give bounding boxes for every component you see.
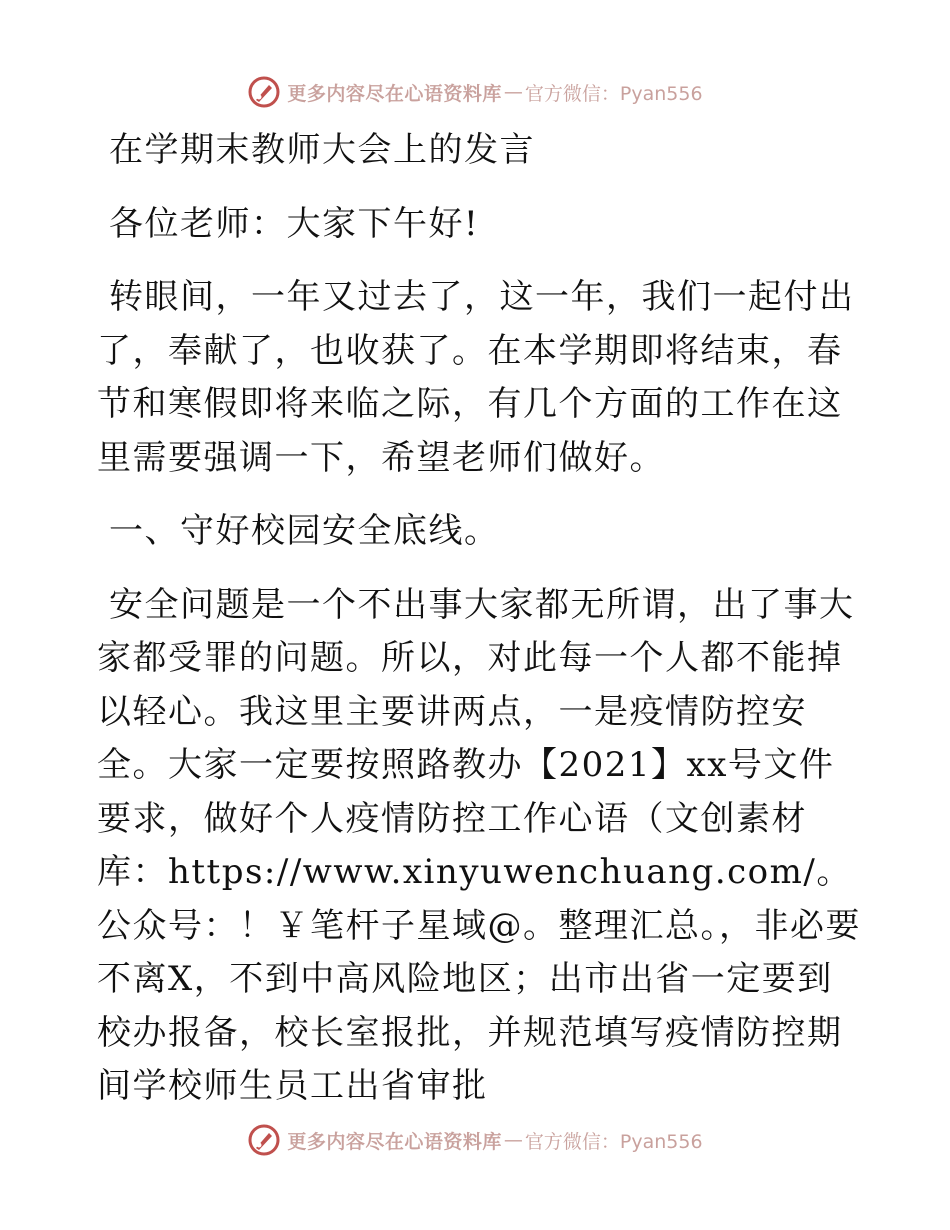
document-title: 在学期末教师大会上的发言: [109, 130, 535, 170]
watermark-separator: —: [503, 1129, 523, 1151]
document-body: [97, 124, 867, 1114]
watermark-header: [0, 70, 950, 114]
watermark-wechat: 官方微信：Pyan556: [524, 1130, 703, 1153]
watermark-separator: —: [503, 81, 523, 103]
watermark-text: 更多内容尽在心语资料库: [287, 82, 502, 105]
watermark-wechat: 官方微信：Pyan556: [524, 82, 703, 105]
paragraph-2: 安全问题是一个不出事大家都无所谓，出了事大家都受罪的问题。所以，对此每一个人都不能掉以轻心。我这里主要讲两点，一是疫情防控安全。大家一定要按照路教办【2021】xx号文件要求，做好个人疫情防控工作心语（文创素材库：https://www.xinyuwenchuang.com/。公众号：！￥笔杆子星域@。整理汇总。，非必要不离X，不到中高风险地区；出市出省一定要到校办报备，校长室报批，并规范填写疫情防控期间学校师生员工出省审批: [97, 584, 861, 1106]
section-heading-1: 一、守好校园安全底线。: [109, 511, 500, 551]
greeting: 各位老师：大家下午好!: [109, 203, 480, 244]
quill-logo-icon: [247, 1123, 281, 1157]
paragraph-1: 转眼间，一年又过去了，这一年，我们一起付出了，奉献了，也收获了。在本学期即将结束，春节和寒假即将来临之际，有几个方面的工作在这里需要强调一下，希望老师们做好。: [97, 277, 855, 478]
watermark-text: 更多内容尽在心语资料库: [287, 1130, 502, 1153]
quill-logo-icon: [247, 75, 281, 109]
watermark-footer: [0, 1118, 950, 1162]
